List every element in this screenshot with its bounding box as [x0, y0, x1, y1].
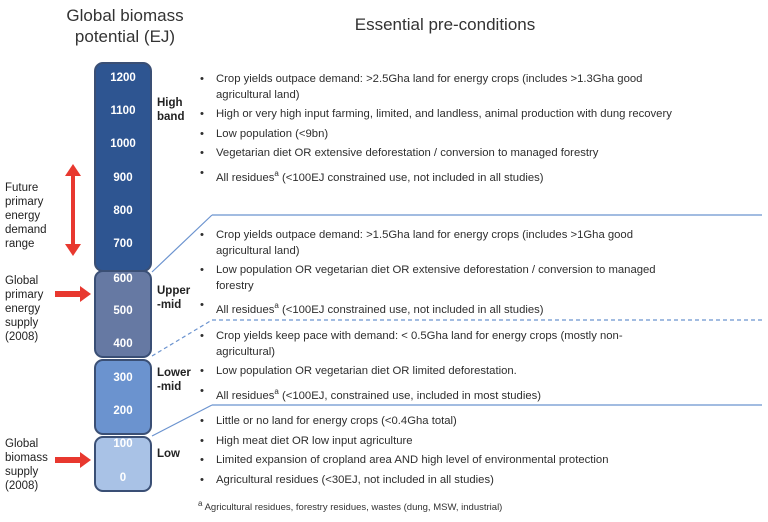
- future-demand-label-line: Future: [5, 182, 39, 194]
- bullets-low-band: [200, 414, 680, 492]
- precondition-item: • Low population OR vegetarian diet OR extensive deforestation / conversion to managed forestry: [200, 263, 680, 294]
- precondition-item: • Agricultural residues (<30EJ, not included in all studies): [200, 473, 680, 489]
- precondition-text: (<100EJ constrained use, not included in all studies): [278, 171, 544, 184]
- precondition-item: [200, 166, 680, 186]
- future-demand-label-line: demand: [5, 224, 47, 236]
- future-demand-label-line: range: [5, 238, 35, 250]
- precondition-item: [200, 384, 680, 404]
- footnote-text: Agricultural residues, forestry residues, wastes (dung, MSW, industrial): [202, 502, 503, 514]
- primary-supply-label-line: primary: [5, 289, 44, 301]
- tick-200: 200: [113, 405, 133, 417]
- precondition-text: All residues: [216, 303, 275, 316]
- primary-supply-label-line: (2008): [5, 331, 39, 343]
- bullets-lower-mid-band: [200, 329, 680, 408]
- precondition-item: • Limited expansion of cropland area AND high level of environmental protection: [200, 453, 680, 469]
- precondition-item: • High meat diet OR low input agriculture: [200, 434, 680, 450]
- bullets-upper-mid-band: [200, 228, 680, 322]
- tick-800: 800: [113, 205, 133, 217]
- tick-1000: 1000: [110, 138, 136, 150]
- biomass-supply-label-line: (2008): [5, 480, 39, 492]
- precondition-item: • High or very high input farming, limited, and landless, animal production with dung recovery: [200, 107, 680, 123]
- precondition-item: • Low population (<9bn): [200, 127, 680, 143]
- potential-header: Global biomass potential (EJ): [66, 6, 184, 46]
- primary-supply-label-line: energy: [5, 303, 41, 315]
- footnote: [198, 499, 502, 513]
- band-label-line: Upper: [157, 285, 191, 297]
- precondition-text: (<100EJ constrained use, not included in all studies): [278, 303, 544, 316]
- footnote-marker: a: [198, 499, 203, 508]
- biomass-supply-label-line: biomass: [5, 452, 48, 464]
- tick-1200: 1200: [110, 72, 136, 84]
- band-label-line: High: [157, 97, 183, 109]
- precondition-text: (<100EJ, constrained use, included in most studies): [278, 389, 542, 402]
- band-label-line: -mid: [157, 381, 182, 393]
- precondition-text: All residues: [216, 171, 275, 184]
- precondition-item: • Crop yields outpace demand: >1.5Gha land for energy crops (includes >1Gha good agricultural land): [200, 228, 680, 259]
- precondition-item: [200, 298, 680, 318]
- preconditions-header: Essential pre-conditions: [354, 15, 536, 34]
- band-label-line: -mid: [157, 299, 182, 311]
- band-label-line: band: [157, 111, 185, 123]
- footnote-marker: a: [274, 301, 279, 310]
- tick-500: 500: [113, 305, 133, 317]
- tick-0: 0: [119, 472, 127, 484]
- footnote-marker: a: [274, 168, 279, 178]
- precondition-text: All residues: [216, 389, 275, 402]
- primary-supply-label-line: Global: [5, 275, 39, 287]
- primary-supply-label-line: supply: [5, 317, 39, 329]
- tick-1100: 1100: [110, 105, 136, 117]
- biomass-supply-label-line: Global: [5, 438, 39, 450]
- tick-300: 300: [113, 372, 133, 384]
- precondition-item: • Crop yields outpace demand: >2.5Gha land for energy crops (includes >1.3Gha good agricultural land): [200, 72, 680, 103]
- tick-400: 400: [113, 338, 133, 350]
- precondition-item: • Vegetarian diet OR extensive deforestation / conversion to managed forestry: [200, 146, 680, 162]
- future-demand-label-line: primary: [5, 196, 44, 208]
- bullets-high-band: [200, 72, 680, 190]
- band-label-line: Lower: [157, 367, 191, 379]
- tick-600: 600: [113, 273, 133, 285]
- future-demand-label-line: energy: [5, 210, 41, 222]
- band-label-line: Low: [157, 448, 180, 460]
- precondition-item: • Crop yields keep pace with demand: < 0.5Gha land for energy crops (mostly non-agricultural): [200, 329, 680, 360]
- footnote-marker: a: [274, 386, 279, 396]
- tick-700: 700: [113, 238, 133, 250]
- precondition-item: • Little or no land for energy crops (<0.4Gha total): [200, 414, 680, 430]
- tick-900: 900: [113, 172, 133, 184]
- biomass-supply-label-line: supply: [5, 466, 39, 478]
- tick-100: 100: [113, 438, 133, 450]
- precondition-item: • Low population OR vegetarian diet OR limited deforestation.: [200, 364, 680, 380]
